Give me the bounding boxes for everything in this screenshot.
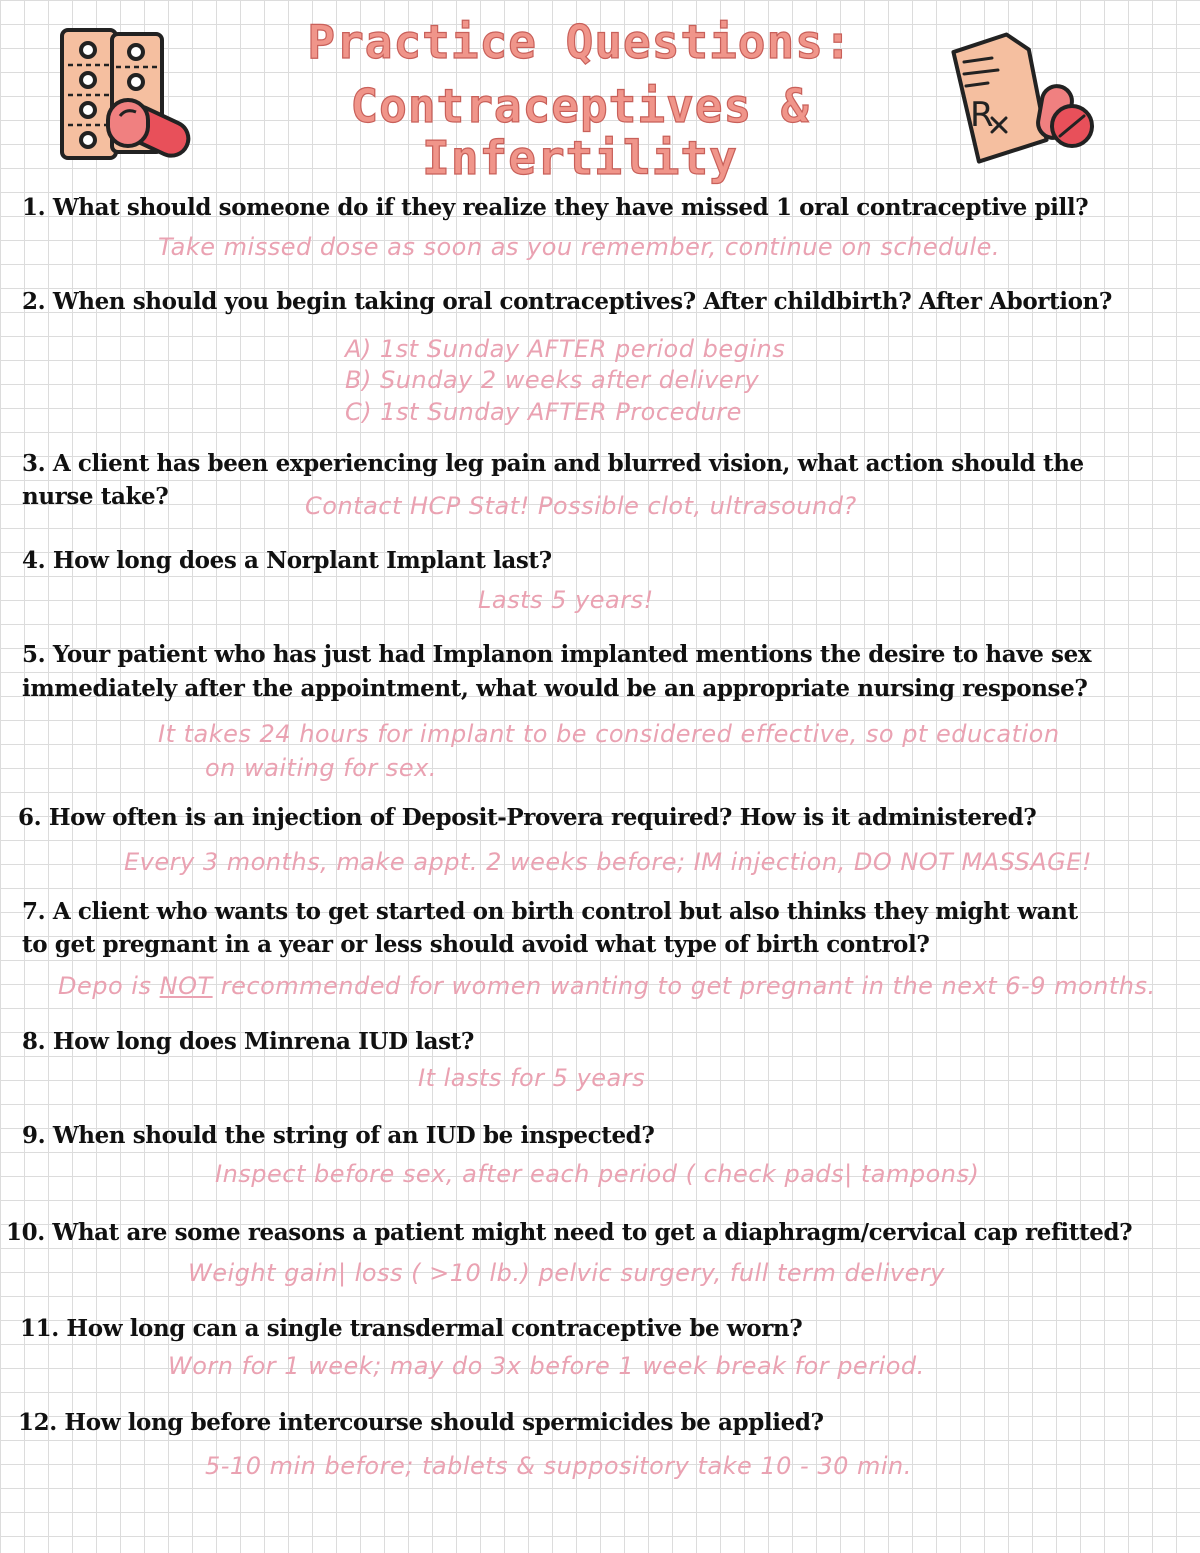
question-3-line-2: nurse take? bbox=[22, 483, 169, 510]
answer-5b: on waiting for sex. bbox=[205, 754, 437, 782]
question-12: 12. How long before intercourse should spermicides be applied? bbox=[18, 1409, 824, 1436]
question-2: 2. When should you begin taking oral contraceptives? After childbirth? After Abortion? bbox=[22, 288, 1112, 315]
question-6: 6. How often is an injection of Deposit-Provera required? How is it administered? bbox=[18, 804, 1037, 831]
answer-3: Contact HCP Stat! Possible clot, ultrasound? bbox=[305, 492, 857, 520]
question-7-line-1: 7. A client who wants to get started on birth control but also thinks they might want bbox=[22, 898, 1078, 925]
answer-1: Take missed dose as soon as you remember, continue on schedule. bbox=[158, 233, 1001, 261]
answer-8: It lasts for 5 years bbox=[418, 1064, 646, 1092]
answer-11: Worn for 1 week; may do 3x before 1 week break for period. bbox=[168, 1352, 925, 1380]
page-title-line-2: Contraceptives & Infertility bbox=[350, 79, 810, 185]
answer-6: Every 3 months, make appt. 2 weeks before; IM injection, DO NOT MASSAGE! bbox=[124, 848, 1093, 876]
svg-text:R: R bbox=[970, 95, 994, 135]
answer-7-emphasis: NOT bbox=[159, 972, 213, 1000]
question-10: 10. What are some reasons a patient might need to get a diaphragm/cervical cap refitted? bbox=[6, 1219, 1133, 1246]
answer-7-end: recommended for women wanting to get pregnant in the next 6-9 months. bbox=[220, 972, 1156, 1000]
answer-2c: C) 1st Sunday AFTER Procedure bbox=[345, 398, 742, 426]
question-11: 11. How long can a single transdermal contraceptive be worn? bbox=[20, 1315, 803, 1342]
answer-9: Inspect before sex, after each period ( check pads| tampons) bbox=[215, 1160, 980, 1188]
question-9: 9. When should the string of an IUD be inspected? bbox=[22, 1122, 655, 1149]
answer-10: Weight gain| loss ( >10 lb.) pelvic surgery, full term delivery bbox=[188, 1259, 945, 1287]
answer-12: 5-10 min before; tablets & suppository take 10 - 30 min. bbox=[205, 1452, 912, 1480]
pill-pack-icon bbox=[50, 18, 200, 173]
question-5-line-2: immediately after the appointment, what would be an appropriate nursing response? bbox=[22, 675, 1088, 702]
answer-2b: B) Sunday 2 weeks after delivery bbox=[345, 366, 760, 394]
question-7-line-2: to get pregnant in a year or less should avoid what type of birth control? bbox=[22, 931, 930, 958]
answer-4: Lasts 5 years! bbox=[478, 586, 654, 614]
question-4: 4. How long does a Norplant Implant last? bbox=[22, 547, 552, 574]
answer-7 bbox=[58, 970, 1156, 1002]
answer-2a: A) 1st Sunday AFTER period begins bbox=[345, 335, 786, 363]
question-8: 8. How long does Minrena IUD last? bbox=[22, 1028, 474, 1055]
page-title-line-1: Practice Questions: bbox=[307, 15, 853, 69]
answer-5a: It takes 24 hours for implant to be considered effective, so pt education bbox=[158, 720, 1060, 748]
question-1: 1. What should someone do if they realize they have missed 1 oral contraceptive pill? bbox=[22, 194, 1089, 221]
question-5-line-1: 5. Your patient who has just had Implanon implanted mentions the desire to have sex bbox=[22, 641, 1092, 668]
answer-7-start: Depo is bbox=[58, 972, 152, 1000]
prescription-icon bbox=[940, 26, 1100, 171]
question-3-line-1: 3. A client has been experiencing leg pain and blurred vision, what action should the bbox=[22, 450, 1084, 477]
